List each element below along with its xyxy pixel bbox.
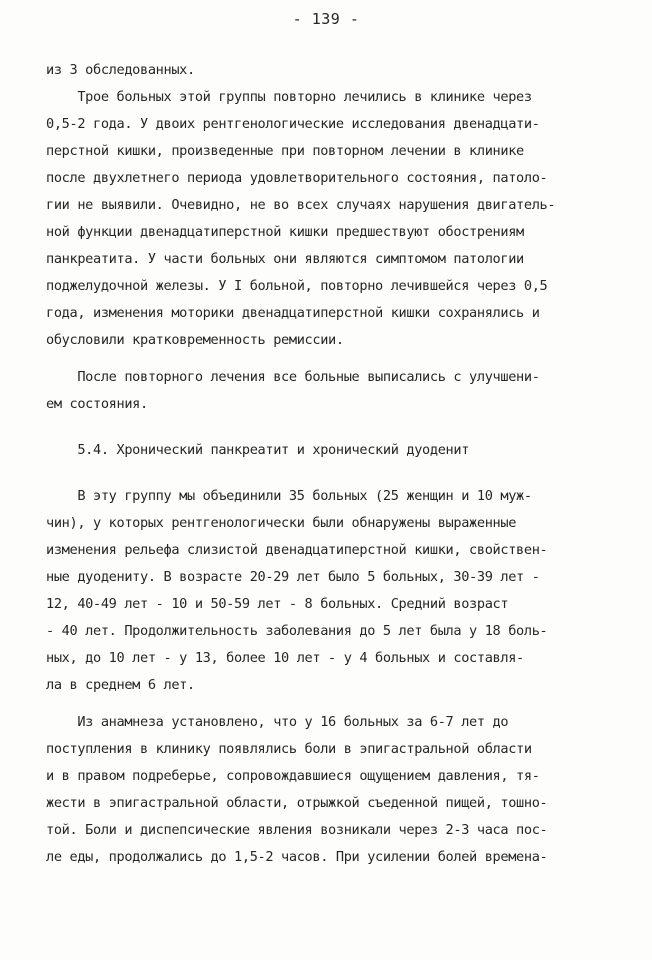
- text-line: ле еды, продолжались до 1,5-2 часов. При усилении болей времена-: [46, 849, 548, 865]
- text-line: В эту группу мы объединили 35 больных (25 женщин и 10 муж-: [46, 488, 532, 504]
- text-line: обусловили кратковременность ремиссии.: [46, 332, 344, 348]
- section-heading: 5.4. Хронический панкреатит и хронический дуоденит: [46, 442, 470, 458]
- text-line: 0,5-2 года. У двоих рентгенологические исследования двенадцати-: [46, 116, 540, 132]
- text-line: ла в среднем 6 лет.: [46, 677, 195, 693]
- text-line: - 40 лет. Продолжительность заболевания до 5 лет была у 18 боль-: [46, 623, 548, 639]
- text-line: После повторного лечения все больные выписались с улучшени-: [46, 369, 540, 385]
- text-line: той. Боли и диспепсические явления возникали через 2-3 часа пос-: [46, 822, 548, 838]
- text-line: ных, до 10 лет - у 13, более 10 лет - у 4 больных и составля-: [46, 650, 524, 666]
- text-line: перстной кишки, произведенные при повторном лечении в клинике: [46, 143, 524, 159]
- text-line: года, изменения моторики двенадцатиперстной кишки сохранялись и: [46, 305, 540, 321]
- page-number: - 139 -: [292, 10, 360, 28]
- text-line: ные дуодениту. В возрасте 20-29 лет было 5 больных, 30-39 лет -: [46, 569, 540, 585]
- text-line: гии не выявили. Очевидно, не во всех случаях нарушения двигатель-: [46, 197, 556, 213]
- text-line: панкреатита. У части больных они являются симптомом патологии: [46, 251, 524, 267]
- text-line: 12, 40-49 лет - 10 и 50-59 лет - 8 больных. Средний возраст: [46, 596, 509, 612]
- text-line: из 3 обследованных.: [46, 62, 195, 78]
- text-line: поступления в клинику появлялись боли в эпигастральной области: [46, 741, 532, 757]
- text-line: и в правом подреберье, сопровождавшиеся ощущением давления, тя-: [46, 768, 540, 784]
- text-line: Трое больных этой группы повторно лечились в клинике через: [46, 89, 532, 105]
- text-line: поджелудочной железы. У I больной, повторно лечившейся через 0,5: [46, 278, 548, 294]
- text-line: чин), у которых рентгенологически были обнаружены выраженные: [46, 515, 517, 531]
- text-line: ем состояния.: [46, 396, 148, 412]
- text-line: после двухлетнего периода удовлетворительного состояния, патоло-: [46, 170, 548, 186]
- text-line: Из анамнеза установлено, что у 16 больных за 6-7 лет до: [46, 714, 509, 730]
- text-line: жести в эпигастральной области, отрыжкой съеденной пищей, тошно-: [46, 795, 548, 811]
- text-line: ной функции двенадцатиперстной кишки предшествуют обострениям: [46, 224, 524, 240]
- text-line: изменения рельефа слизистой двенадцатиперстной кишки, свойствен-: [46, 542, 548, 558]
